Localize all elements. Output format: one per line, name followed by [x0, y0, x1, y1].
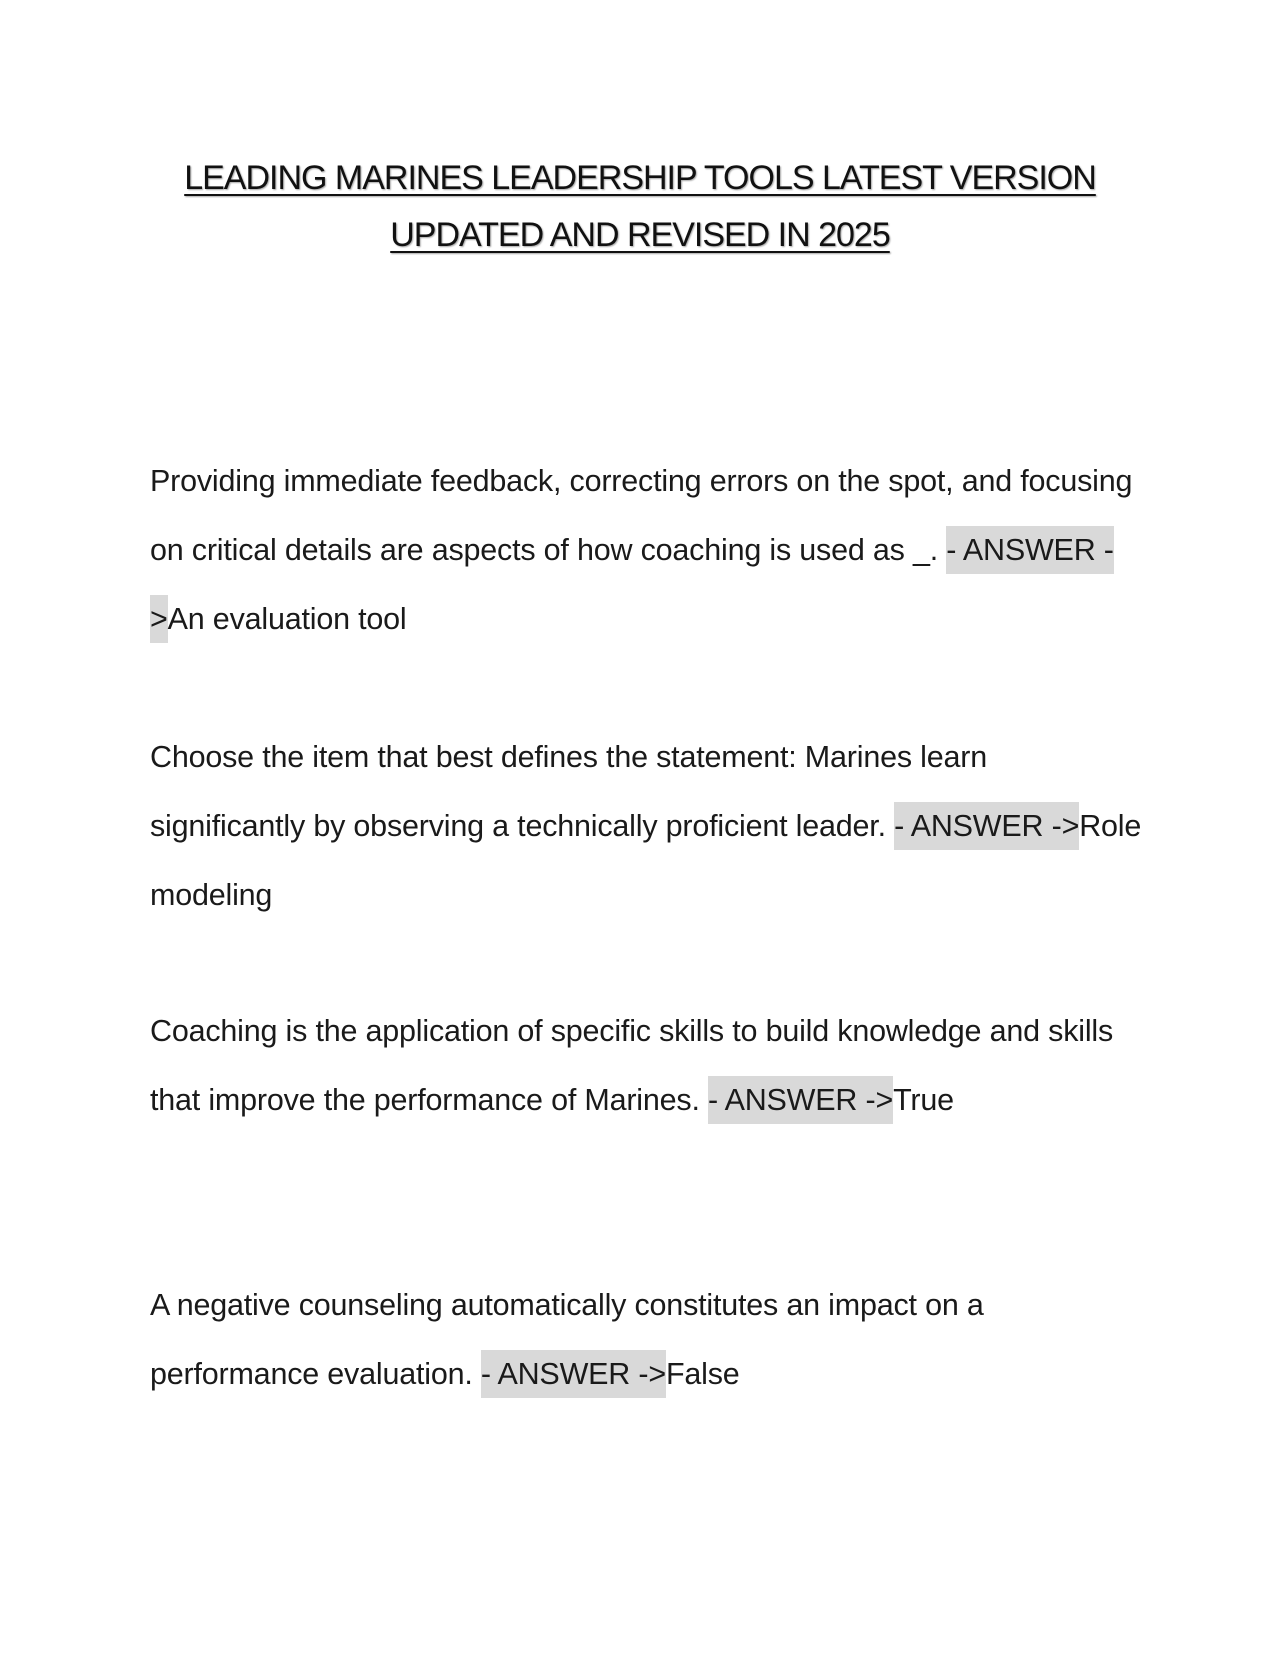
answer-marker: - ANSWER ->: [894, 802, 1079, 850]
qa-item-4: [150, 1271, 1150, 1409]
answer-marker: - ANSWER ->: [150, 526, 1114, 643]
answer-text: Role modeling: [150, 809, 1142, 912]
title-line-2: UPDATED AND REVISED IN 2025: [390, 216, 890, 254]
document-title: [130, 150, 1150, 264]
question-text: Providing immediate feedback, correcting errors on the spot, and focusing on critical details are aspects of how coaching is used as _.: [150, 464, 1133, 567]
qa-item-3: [150, 997, 1150, 1135]
qa-item-2: [150, 723, 1150, 930]
answer-text: False: [665, 1357, 740, 1391]
answer-marker: - ANSWER ->: [481, 1350, 666, 1398]
qa-item-1: [150, 447, 1150, 654]
answer-text: An evaluation tool: [167, 602, 407, 636]
question-text: A negative counseling automatically constitutes an impact on a performance evaluation.: [150, 1288, 984, 1391]
title-line-1: LEADING MARINES LEADERSHIP TOOLS LATEST VERSION: [184, 159, 1096, 197]
question-text: Choose the item that best defines the statement: Marines learn significantly by observing a technically proficient leader.: [150, 740, 987, 843]
question-text: Coaching is the application of specific skills to build knowledge and skills that improve the performance of Marines.: [150, 1014, 1114, 1117]
answer-marker: - ANSWER ->: [708, 1076, 893, 1124]
answer-text: True: [893, 1083, 954, 1117]
